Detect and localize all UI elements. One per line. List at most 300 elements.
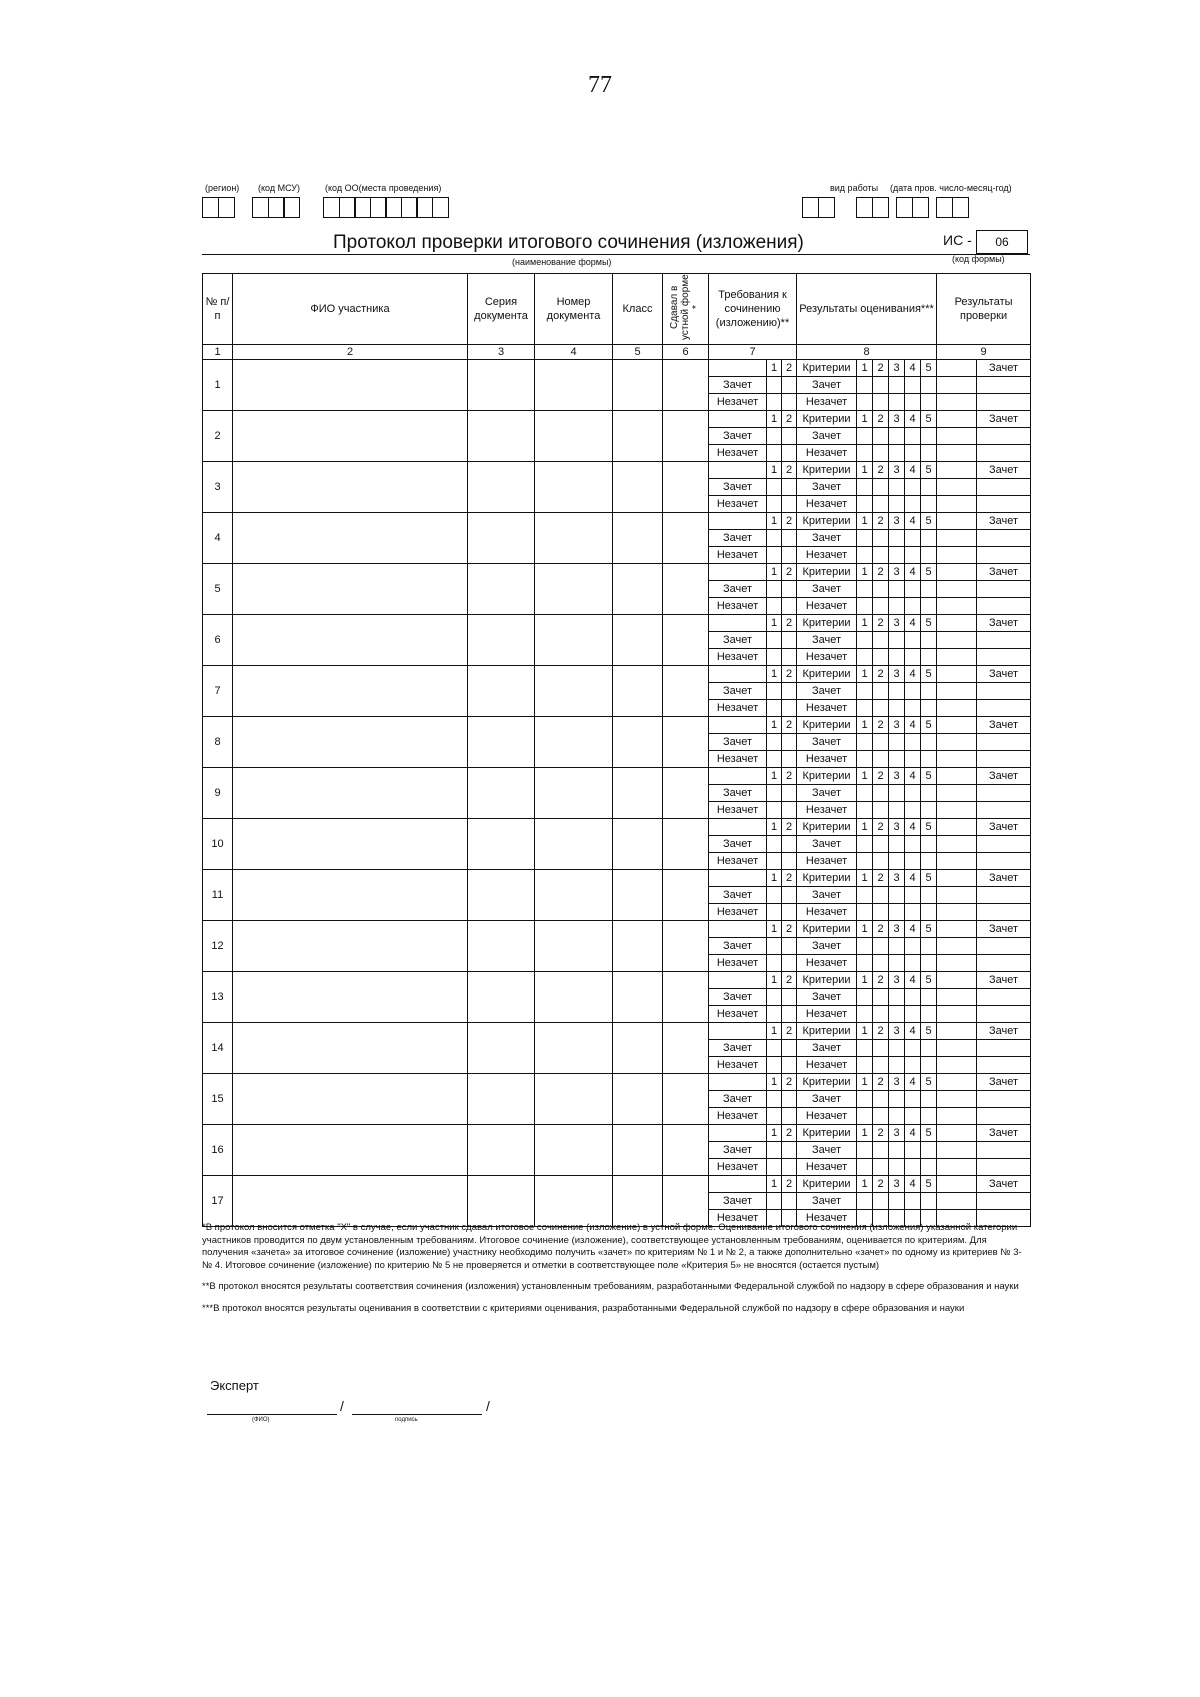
check-mark-cell[interactable] [977, 377, 1031, 394]
criterion-mark-cell[interactable] [905, 836, 921, 853]
criterion-mark-cell[interactable] [889, 598, 905, 615]
fio-cell[interactable] [233, 717, 468, 768]
check-mark-cell[interactable] [977, 530, 1031, 547]
criterion-mark-cell[interactable] [857, 734, 873, 751]
criterion-mark-cell[interactable] [857, 530, 873, 547]
criterion-mark-cell[interactable] [857, 1193, 873, 1210]
criterion-mark-cell[interactable] [889, 802, 905, 819]
req-mark-cell[interactable] [767, 547, 782, 564]
oral-cell[interactable] [663, 513, 709, 564]
req-mark-cell[interactable] [767, 530, 782, 547]
expert-signature-line[interactable] [352, 1414, 482, 1415]
criterion-mark-cell[interactable] [873, 1159, 889, 1176]
check-mark-cell[interactable] [977, 836, 1031, 853]
req-mark-cell[interactable] [767, 445, 782, 462]
criterion-mark-cell[interactable] [889, 683, 905, 700]
criterion-mark-cell[interactable] [921, 989, 937, 1006]
req-mark-cell[interactable] [782, 887, 797, 904]
req-mark-cell[interactable] [767, 683, 782, 700]
criterion-mark-cell[interactable] [873, 1006, 889, 1023]
criterion-mark-cell[interactable] [921, 887, 937, 904]
req-mark-cell[interactable] [782, 530, 797, 547]
req-mark-cell[interactable] [767, 1108, 782, 1125]
criterion-mark-cell[interactable] [905, 887, 921, 904]
criterion-mark-cell[interactable] [921, 1006, 937, 1023]
criterion-mark-cell[interactable] [873, 377, 889, 394]
series-cell[interactable] [468, 768, 535, 819]
req-mark-cell[interactable] [782, 479, 797, 496]
req-mark-cell[interactable] [767, 1159, 782, 1176]
series-cell[interactable] [468, 717, 535, 768]
criterion-mark-cell[interactable] [857, 547, 873, 564]
doc-number-cell[interactable] [535, 1074, 613, 1125]
code-box[interactable] [856, 197, 873, 218]
criterion-mark-cell[interactable] [873, 836, 889, 853]
criterion-mark-cell[interactable] [889, 853, 905, 870]
criterion-mark-cell[interactable] [921, 751, 937, 768]
req-mark-cell[interactable] [782, 751, 797, 768]
criterion-mark-cell[interactable] [873, 751, 889, 768]
oral-cell[interactable] [663, 1074, 709, 1125]
fio-cell[interactable] [233, 1125, 468, 1176]
criterion-mark-cell[interactable] [889, 1040, 905, 1057]
class-cell[interactable] [613, 462, 663, 513]
req-mark-cell[interactable] [782, 1193, 797, 1210]
criterion-mark-cell[interactable] [921, 496, 937, 513]
req-mark-cell[interactable] [782, 581, 797, 598]
req-mark-cell[interactable] [782, 394, 797, 411]
fio-cell[interactable] [233, 819, 468, 870]
criterion-mark-cell[interactable] [905, 734, 921, 751]
series-cell[interactable] [468, 870, 535, 921]
criterion-mark-cell[interactable] [889, 751, 905, 768]
criterion-mark-cell[interactable] [905, 683, 921, 700]
criterion-mark-cell[interactable] [905, 1142, 921, 1159]
req-mark-cell[interactable] [767, 751, 782, 768]
criterion-mark-cell[interactable] [921, 547, 937, 564]
criterion-mark-cell[interactable] [857, 785, 873, 802]
criterion-mark-cell[interactable] [873, 649, 889, 666]
criterion-mark-cell[interactable] [857, 700, 873, 717]
series-cell[interactable] [468, 1125, 535, 1176]
criterion-mark-cell[interactable] [873, 683, 889, 700]
criterion-mark-cell[interactable] [873, 904, 889, 921]
class-cell[interactable] [613, 870, 663, 921]
req-mark-cell[interactable] [767, 428, 782, 445]
msu-code-boxes[interactable] [252, 197, 299, 218]
oral-cell[interactable] [663, 717, 709, 768]
oral-cell[interactable] [663, 1023, 709, 1074]
code-box[interactable] [283, 197, 300, 218]
criterion-mark-cell[interactable] [889, 887, 905, 904]
req-mark-cell[interactable] [782, 377, 797, 394]
criterion-mark-cell[interactable] [889, 1142, 905, 1159]
req-mark-cell[interactable] [767, 700, 782, 717]
code-box[interactable] [385, 197, 402, 218]
work-type-boxes[interactable] [802, 197, 833, 218]
criterion-mark-cell[interactable] [873, 428, 889, 445]
criterion-mark-cell[interactable] [857, 632, 873, 649]
criterion-mark-cell[interactable] [857, 938, 873, 955]
code-box[interactable] [268, 197, 285, 218]
check-mark-cell[interactable] [977, 394, 1031, 411]
req-mark-cell[interactable] [767, 734, 782, 751]
criterion-mark-cell[interactable] [921, 1091, 937, 1108]
criterion-mark-cell[interactable] [889, 955, 905, 972]
req-mark-cell[interactable] [767, 479, 782, 496]
criterion-mark-cell[interactable] [889, 785, 905, 802]
req-mark-cell[interactable] [767, 853, 782, 870]
criterion-mark-cell[interactable] [889, 445, 905, 462]
criterion-mark-cell[interactable] [921, 649, 937, 666]
criterion-mark-cell[interactable] [921, 394, 937, 411]
date-boxes[interactable] [856, 197, 967, 218]
criterion-mark-cell[interactable] [905, 530, 921, 547]
oral-cell[interactable] [663, 564, 709, 615]
fio-cell[interactable] [233, 666, 468, 717]
criterion-mark-cell[interactable] [873, 496, 889, 513]
oral-cell[interactable] [663, 1176, 709, 1227]
check-mark-cell[interactable] [977, 683, 1031, 700]
check-mark-cell[interactable] [977, 751, 1031, 768]
req-mark-cell[interactable] [767, 496, 782, 513]
check-mark-cell[interactable] [977, 581, 1031, 598]
criterion-mark-cell[interactable] [857, 394, 873, 411]
criterion-mark-cell[interactable] [873, 938, 889, 955]
criterion-mark-cell[interactable] [889, 938, 905, 955]
doc-number-cell[interactable] [535, 921, 613, 972]
expert-name-line[interactable] [207, 1414, 337, 1415]
criterion-mark-cell[interactable] [921, 955, 937, 972]
check-mark-cell[interactable] [977, 547, 1031, 564]
class-cell[interactable] [613, 972, 663, 1023]
oral-cell[interactable] [663, 768, 709, 819]
fio-cell[interactable] [233, 1023, 468, 1074]
criterion-mark-cell[interactable] [905, 1091, 921, 1108]
class-cell[interactable] [613, 513, 663, 564]
fio-cell[interactable] [233, 513, 468, 564]
code-box[interactable] [952, 197, 969, 218]
req-mark-cell[interactable] [767, 785, 782, 802]
criterion-mark-cell[interactable] [873, 1142, 889, 1159]
criterion-mark-cell[interactable] [921, 853, 937, 870]
criterion-mark-cell[interactable] [873, 581, 889, 598]
code-box[interactable] [432, 197, 449, 218]
oral-cell[interactable] [663, 462, 709, 513]
code-box[interactable] [339, 197, 356, 218]
class-cell[interactable] [613, 768, 663, 819]
check-mark-cell[interactable] [977, 734, 1031, 751]
fio-cell[interactable] [233, 1176, 468, 1227]
criterion-mark-cell[interactable] [921, 836, 937, 853]
req-mark-cell[interactable] [767, 904, 782, 921]
req-mark-cell[interactable] [767, 989, 782, 1006]
criterion-mark-cell[interactable] [905, 394, 921, 411]
criterion-mark-cell[interactable] [889, 530, 905, 547]
fio-cell[interactable] [233, 870, 468, 921]
criterion-mark-cell[interactable] [905, 989, 921, 1006]
criterion-mark-cell[interactable] [921, 802, 937, 819]
criterion-mark-cell[interactable] [905, 445, 921, 462]
criterion-mark-cell[interactable] [905, 428, 921, 445]
criterion-mark-cell[interactable] [857, 1040, 873, 1057]
req-mark-cell[interactable] [782, 1040, 797, 1057]
code-box[interactable] [370, 197, 387, 218]
criterion-mark-cell[interactable] [857, 428, 873, 445]
class-cell[interactable] [613, 1023, 663, 1074]
req-mark-cell[interactable] [782, 1006, 797, 1023]
criterion-mark-cell[interactable] [921, 1159, 937, 1176]
criterion-mark-cell[interactable] [857, 955, 873, 972]
code-box[interactable] [818, 197, 835, 218]
criterion-mark-cell[interactable] [889, 428, 905, 445]
doc-number-cell[interactable] [535, 1176, 613, 1227]
req-mark-cell[interactable] [782, 632, 797, 649]
criterion-mark-cell[interactable] [873, 1091, 889, 1108]
series-cell[interactable] [468, 972, 535, 1023]
check-mark-cell[interactable] [977, 989, 1031, 1006]
doc-number-cell[interactable] [535, 1125, 613, 1176]
req-mark-cell[interactable] [782, 785, 797, 802]
doc-number-cell[interactable] [535, 462, 613, 513]
req-mark-cell[interactable] [767, 377, 782, 394]
criterion-mark-cell[interactable] [921, 785, 937, 802]
doc-number-cell[interactable] [535, 819, 613, 870]
criterion-mark-cell[interactable] [889, 394, 905, 411]
criterion-mark-cell[interactable] [857, 751, 873, 768]
criterion-mark-cell[interactable] [873, 887, 889, 904]
criterion-mark-cell[interactable] [857, 496, 873, 513]
criterion-mark-cell[interactable] [873, 802, 889, 819]
fio-cell[interactable] [233, 972, 468, 1023]
check-mark-cell[interactable] [977, 887, 1031, 904]
criterion-mark-cell[interactable] [889, 1006, 905, 1023]
criterion-mark-cell[interactable] [889, 479, 905, 496]
req-mark-cell[interactable] [767, 887, 782, 904]
req-mark-cell[interactable] [767, 938, 782, 955]
fio-cell[interactable] [233, 768, 468, 819]
series-cell[interactable] [468, 1074, 535, 1125]
criterion-mark-cell[interactable] [873, 1193, 889, 1210]
series-cell[interactable] [468, 513, 535, 564]
req-mark-cell[interactable] [782, 989, 797, 1006]
criterion-mark-cell[interactable] [905, 1193, 921, 1210]
doc-number-cell[interactable] [535, 972, 613, 1023]
class-cell[interactable] [613, 1125, 663, 1176]
criterion-mark-cell[interactable] [905, 377, 921, 394]
fio-cell[interactable] [233, 462, 468, 513]
criterion-mark-cell[interactable] [873, 598, 889, 615]
criterion-mark-cell[interactable] [921, 1193, 937, 1210]
criterion-mark-cell[interactable] [857, 683, 873, 700]
criterion-mark-cell[interactable] [857, 887, 873, 904]
criterion-mark-cell[interactable] [857, 904, 873, 921]
class-cell[interactable] [613, 411, 663, 462]
criterion-mark-cell[interactable] [873, 1057, 889, 1074]
req-mark-cell[interactable] [767, 1040, 782, 1057]
criterion-mark-cell[interactable] [905, 632, 921, 649]
req-mark-cell[interactable] [767, 836, 782, 853]
check-mark-cell[interactable] [977, 496, 1031, 513]
req-mark-cell[interactable] [767, 802, 782, 819]
criterion-mark-cell[interactable] [889, 632, 905, 649]
criterion-mark-cell[interactable] [857, 802, 873, 819]
code-box[interactable] [802, 197, 819, 218]
criterion-mark-cell[interactable] [873, 394, 889, 411]
code-box[interactable] [401, 197, 418, 218]
req-mark-cell[interactable] [767, 581, 782, 598]
doc-number-cell[interactable] [535, 768, 613, 819]
req-mark-cell[interactable] [782, 802, 797, 819]
criterion-mark-cell[interactable] [921, 377, 937, 394]
criterion-mark-cell[interactable] [921, 700, 937, 717]
req-mark-cell[interactable] [767, 1193, 782, 1210]
check-mark-cell[interactable] [977, 1108, 1031, 1125]
criterion-mark-cell[interactable] [905, 802, 921, 819]
criterion-mark-cell[interactable] [921, 598, 937, 615]
doc-number-cell[interactable] [535, 615, 613, 666]
criterion-mark-cell[interactable] [921, 445, 937, 462]
criterion-mark-cell[interactable] [921, 1057, 937, 1074]
code-box[interactable] [872, 197, 889, 218]
req-mark-cell[interactable] [767, 955, 782, 972]
criterion-mark-cell[interactable] [905, 938, 921, 955]
criterion-mark-cell[interactable] [905, 1006, 921, 1023]
req-mark-cell[interactable] [767, 1091, 782, 1108]
fio-cell[interactable] [233, 921, 468, 972]
criterion-mark-cell[interactable] [873, 700, 889, 717]
req-mark-cell[interactable] [782, 1159, 797, 1176]
oral-cell[interactable] [663, 921, 709, 972]
criterion-mark-cell[interactable] [857, 836, 873, 853]
criterion-mark-cell[interactable] [857, 1091, 873, 1108]
check-mark-cell[interactable] [977, 1006, 1031, 1023]
criterion-mark-cell[interactable] [921, 683, 937, 700]
req-mark-cell[interactable] [782, 598, 797, 615]
criterion-mark-cell[interactable] [889, 734, 905, 751]
oral-cell[interactable] [663, 411, 709, 462]
series-cell[interactable] [468, 462, 535, 513]
req-mark-cell[interactable] [782, 904, 797, 921]
req-mark-cell[interactable] [767, 1006, 782, 1023]
req-mark-cell[interactable] [782, 938, 797, 955]
criterion-mark-cell[interactable] [921, 1108, 937, 1125]
doc-number-cell[interactable] [535, 870, 613, 921]
oral-cell[interactable] [663, 360, 709, 411]
check-mark-cell[interactable] [977, 479, 1031, 496]
criterion-mark-cell[interactable] [889, 649, 905, 666]
check-mark-cell[interactable] [977, 632, 1031, 649]
criterion-mark-cell[interactable] [873, 853, 889, 870]
criterion-mark-cell[interactable] [857, 598, 873, 615]
req-mark-cell[interactable] [782, 1057, 797, 1074]
criterion-mark-cell[interactable] [889, 836, 905, 853]
code-box[interactable] [936, 197, 953, 218]
req-mark-cell[interactable] [782, 683, 797, 700]
check-mark-cell[interactable] [977, 445, 1031, 462]
check-mark-cell[interactable] [977, 1142, 1031, 1159]
criterion-mark-cell[interactable] [905, 479, 921, 496]
criterion-mark-cell[interactable] [857, 581, 873, 598]
oral-cell[interactable] [663, 870, 709, 921]
criterion-mark-cell[interactable] [873, 1108, 889, 1125]
criterion-mark-cell[interactable] [905, 1108, 921, 1125]
check-mark-cell[interactable] [977, 1040, 1031, 1057]
criterion-mark-cell[interactable] [873, 530, 889, 547]
criterion-mark-cell[interactable] [905, 700, 921, 717]
criterion-mark-cell[interactable] [873, 785, 889, 802]
criterion-mark-cell[interactable] [889, 1108, 905, 1125]
class-cell[interactable] [613, 666, 663, 717]
req-mark-cell[interactable] [782, 853, 797, 870]
criterion-mark-cell[interactable] [905, 581, 921, 598]
criterion-mark-cell[interactable] [857, 1006, 873, 1023]
check-mark-cell[interactable] [977, 1193, 1031, 1210]
criterion-mark-cell[interactable] [873, 1040, 889, 1057]
class-cell[interactable] [613, 921, 663, 972]
criterion-mark-cell[interactable] [905, 751, 921, 768]
criterion-mark-cell[interactable] [905, 853, 921, 870]
fio-cell[interactable] [233, 360, 468, 411]
fio-cell[interactable] [233, 1074, 468, 1125]
class-cell[interactable] [613, 1074, 663, 1125]
criterion-mark-cell[interactable] [889, 1091, 905, 1108]
criterion-mark-cell[interactable] [921, 428, 937, 445]
check-mark-cell[interactable] [977, 904, 1031, 921]
req-mark-cell[interactable] [782, 1142, 797, 1159]
criterion-mark-cell[interactable] [857, 445, 873, 462]
criterion-mark-cell[interactable] [857, 479, 873, 496]
series-cell[interactable] [468, 411, 535, 462]
criterion-mark-cell[interactable] [905, 1159, 921, 1176]
check-mark-cell[interactable] [977, 649, 1031, 666]
doc-number-cell[interactable] [535, 411, 613, 462]
check-mark-cell[interactable] [977, 802, 1031, 819]
class-cell[interactable] [613, 615, 663, 666]
criterion-mark-cell[interactable] [857, 1108, 873, 1125]
class-cell[interactable] [613, 1176, 663, 1227]
series-cell[interactable] [468, 666, 535, 717]
region-code-boxes[interactable] [202, 197, 233, 218]
check-mark-cell[interactable] [977, 955, 1031, 972]
criterion-mark-cell[interactable] [889, 377, 905, 394]
req-mark-cell[interactable] [782, 836, 797, 853]
series-cell[interactable] [468, 819, 535, 870]
criterion-mark-cell[interactable] [889, 496, 905, 513]
check-mark-cell[interactable] [977, 785, 1031, 802]
criterion-mark-cell[interactable] [889, 700, 905, 717]
criterion-mark-cell[interactable] [905, 598, 921, 615]
oo-code-boxes[interactable] [323, 197, 447, 218]
code-box[interactable] [896, 197, 913, 218]
criterion-mark-cell[interactable] [905, 785, 921, 802]
oral-cell[interactable] [663, 1125, 709, 1176]
criterion-mark-cell[interactable] [889, 1057, 905, 1074]
criterion-mark-cell[interactable] [905, 547, 921, 564]
check-mark-cell[interactable] [977, 1159, 1031, 1176]
criterion-mark-cell[interactable] [857, 1057, 873, 1074]
req-mark-cell[interactable] [782, 445, 797, 462]
oral-cell[interactable] [663, 819, 709, 870]
check-mark-cell[interactable] [977, 700, 1031, 717]
criterion-mark-cell[interactable] [905, 904, 921, 921]
criterion-mark-cell[interactable] [921, 904, 937, 921]
series-cell[interactable] [468, 564, 535, 615]
check-mark-cell[interactable] [977, 853, 1031, 870]
criterion-mark-cell[interactable] [857, 989, 873, 1006]
oral-cell[interactable] [663, 615, 709, 666]
criterion-mark-cell[interactable] [889, 904, 905, 921]
